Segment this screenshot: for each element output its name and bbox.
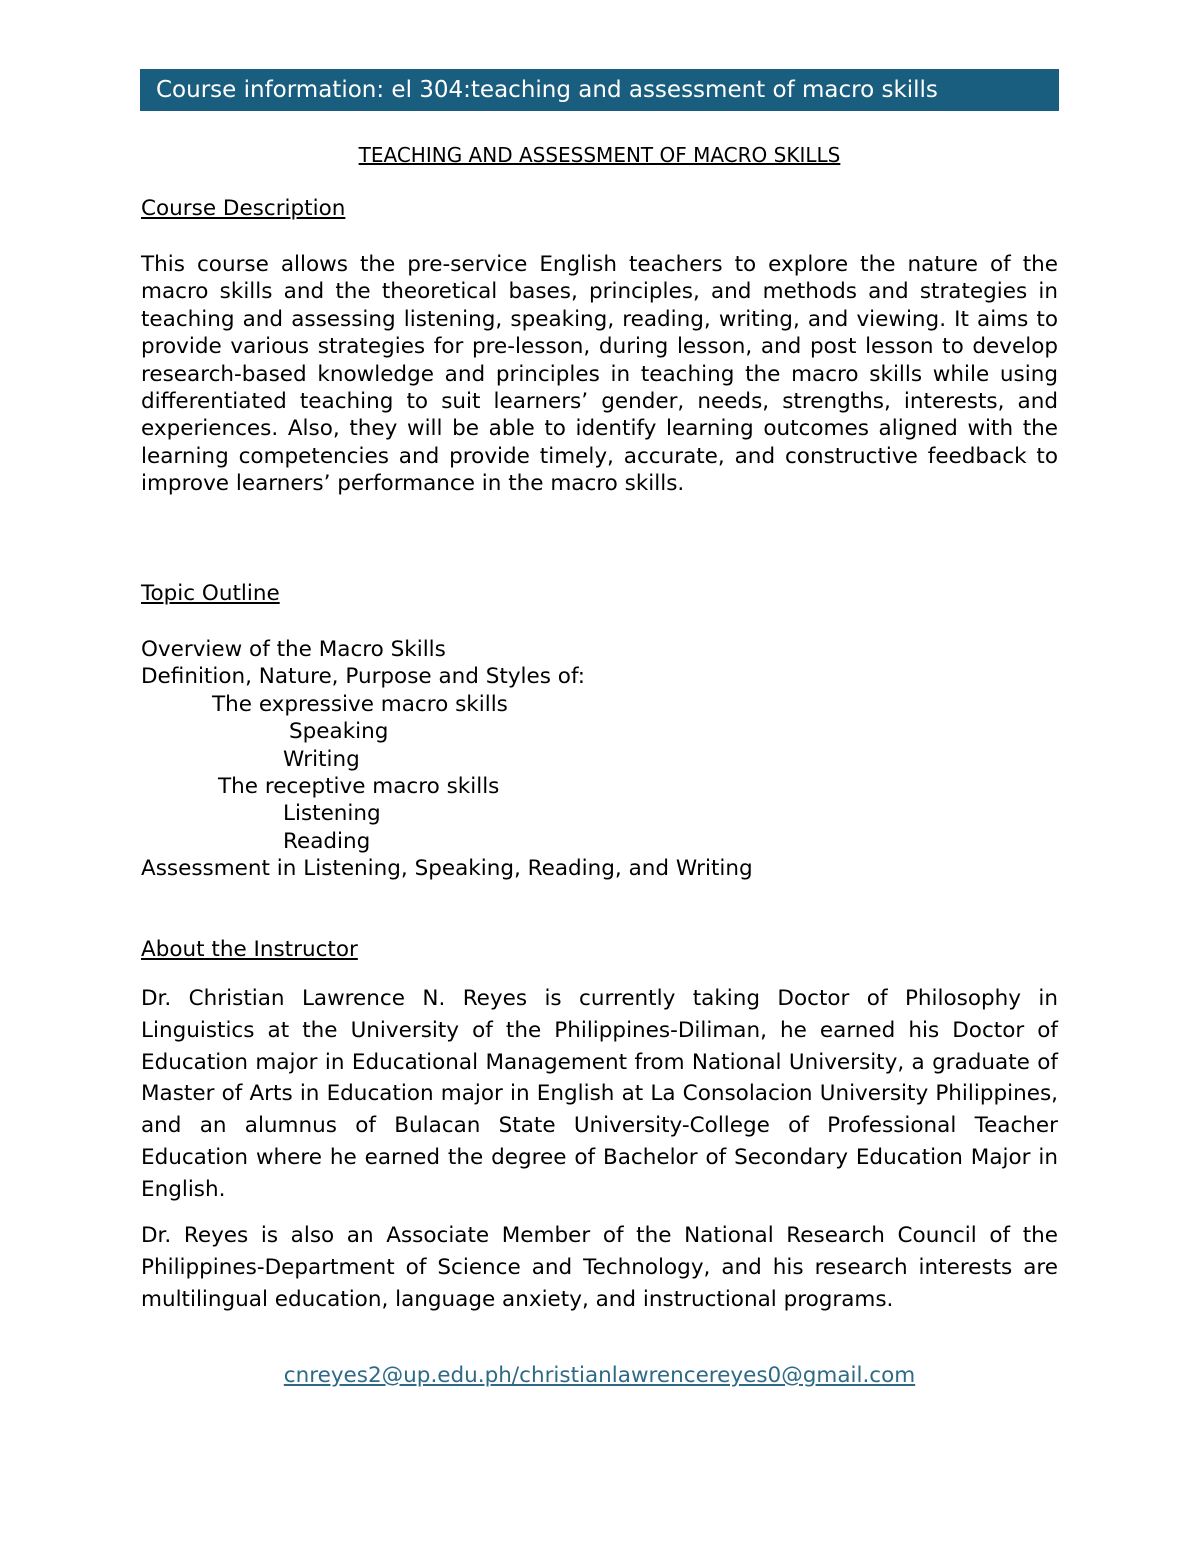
outline-item: Speaking [289, 719, 389, 745]
outline-item: Reading [283, 828, 371, 854]
about-instructor-heading: About the Instructor [141, 937, 358, 962]
instructor-bio-paragraph: Dr. Christian Lawrence N. Reyes is currently taking Doctor of Philosophy in Linguistics at the University of the Philippines-Diliman, he earned his Doctor of Education major in Educational Management from National University, a graduate of Master of Arts in Education major in English at La Consolacion University Philippines, and an alumnus of Bulacan State University-College of Professional Teacher Education where he earned the degree of Bachelor of Secondary Education Major in English. [141, 986, 1058, 1202]
outline-item: The expressive macro skills [212, 691, 508, 717]
course-info-banner [140, 69, 1059, 111]
outline-item: Listening [283, 801, 381, 827]
document-title: TEACHING AND ASSESSMENT OF MACRO SKILLS [358, 143, 841, 167]
topic-outline-heading: Topic Outline [141, 581, 280, 606]
instructor-email-link[interactable]: cnreyes2@up.edu.ph/christianlawrencereyes0@gmail.com [283, 1363, 916, 1388]
outline-item: Writing [283, 746, 360, 772]
course-description-text: This course allows the pre-service English teachers to explore the nature of the macro skills and the theoretical bases, principles, and methods and strategies in teaching and assessing listening, speaking, reading, writing, and viewing. It aims to provide various strategies for pre-lesson, during lesson, and post lesson to develop research-based knowledge and principles in teaching the macro skills while using differentiated teaching to suit learners’ gender, needs, strengths, interests, and experiences. Also, they will be able to identify learning outcomes aligned with the learning competencies and provide timely, accurate, and constructive feedback to improve learners’ performance in the macro skills. [141, 252, 1058, 497]
instructor-bio-paragraph: Dr. Reyes is also an Associate Member of the National Research Council of the Philippines-Department of Science and Technology, and his research interests are multilingual education, language anxiety, and instructional programs. [141, 1223, 1058, 1312]
topic-outline-list [141, 636, 753, 883]
outline-item: Assessment in Listening, Speaking, Reading, and Writing [141, 856, 753, 882]
outline-item: Definition, Nature, Purpose and Styles of: [141, 664, 585, 690]
outline-item: The receptive macro skills [218, 774, 500, 800]
banner-text: Course information: el 304:teaching and assessment of macro skills [156, 77, 938, 103]
outline-item: Overview of the Macro Skills [141, 637, 446, 662]
course-description-heading: Course Description [141, 196, 346, 221]
